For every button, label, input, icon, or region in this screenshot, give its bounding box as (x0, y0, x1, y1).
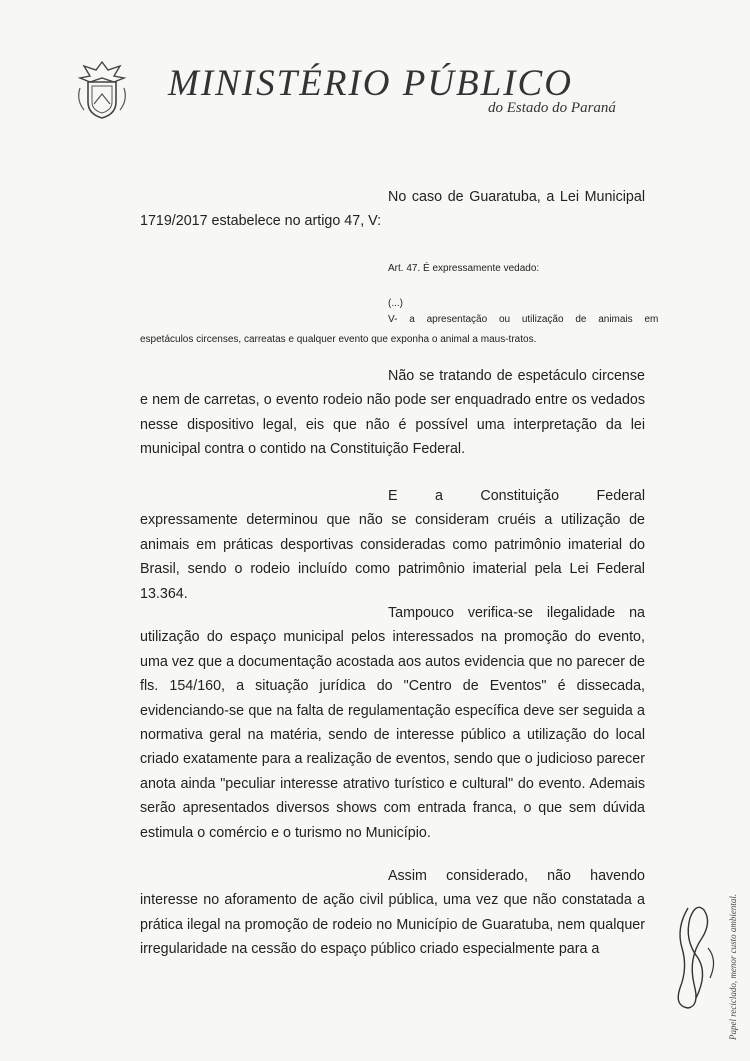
quote-line-1: Art. 47. É expressamente vedado: (388, 263, 540, 274)
paragraph-1 (140, 185, 645, 234)
quote-line-3: V- a apresentação ou utilização de animais em (388, 314, 659, 325)
header-subtitle: do Estado do Paraná (488, 100, 616, 116)
paragraph-4 (140, 601, 645, 845)
recycled-paper-note: Papel reciclado, menor custo ambiental. (728, 893, 738, 1040)
paragraph-4-text: Tampouco verifica-se ilegalidade na utilização do espaço municipal pelos interessados na promoção do evento, uma vez que a documentação acostada aos autos evidencia que no parecer de fls. 154/160, a situação jurídica do "Centro de Eventos" é dissecada, evidenciando-se que na falta de regulamentação específica deve ser seguida a normativa geral na matéria, sendo de interesse público a utilização do local criado exatamente para a realização de eventos, sendo que o judicioso parecer anota ainda "peculiar interesse atrativo turístico e cultural" do evento. Ademais serão apresentados diversos shows com entrada franca, o que sem dúvida estimula o comércio e o turismo no Município. (140, 605, 645, 841)
header-title: MINISTÉRIO PÚBLICO (168, 63, 573, 104)
paragraph-1-text: No caso de Guaratuba, a Lei Municipal 1719/2017 estabelece no artigo 47, V: (140, 189, 645, 230)
paragraph-5 (140, 864, 645, 962)
handwritten-signature-icon (668, 888, 728, 1018)
paragraph-3 (140, 484, 645, 606)
paragraph-2 (140, 364, 645, 462)
quote-line-4: espetáculos circenses, carreatas e qualquer evento que exponha o animal a maus-tratos. (140, 334, 537, 345)
paragraph-5-text: Assim considerado, não havendo interesse no aforamento de ação civil pública, uma vez que não constatada a prática ilegal na promoção de rodeio no Município de Guaratuba, nem qualquer irregularidade na cessão do espaço público criado especialmente para a (140, 868, 645, 958)
coat-of-arms-icon (70, 58, 134, 122)
quote-line-2: (...) (388, 298, 403, 309)
paragraph-3-text: E a Constituição Federal expressamente determinou que não se consideram cruéis a utilização de animais em práticas desportivas consideradas como patrimônio imaterial do Brasil, sendo o rodeio incluído como patrimônio imaterial pela Lei Federal 13.364. (140, 488, 645, 602)
paragraph-2-text: Não se tratando de espetáculo circense e nem de carretas, o evento rodeio não pode ser enquadrado entre os vedados nesse dispositivo legal, eis que não é possível uma interpretação da lei municipal contra o contido na Constituição Federal. (140, 368, 645, 458)
